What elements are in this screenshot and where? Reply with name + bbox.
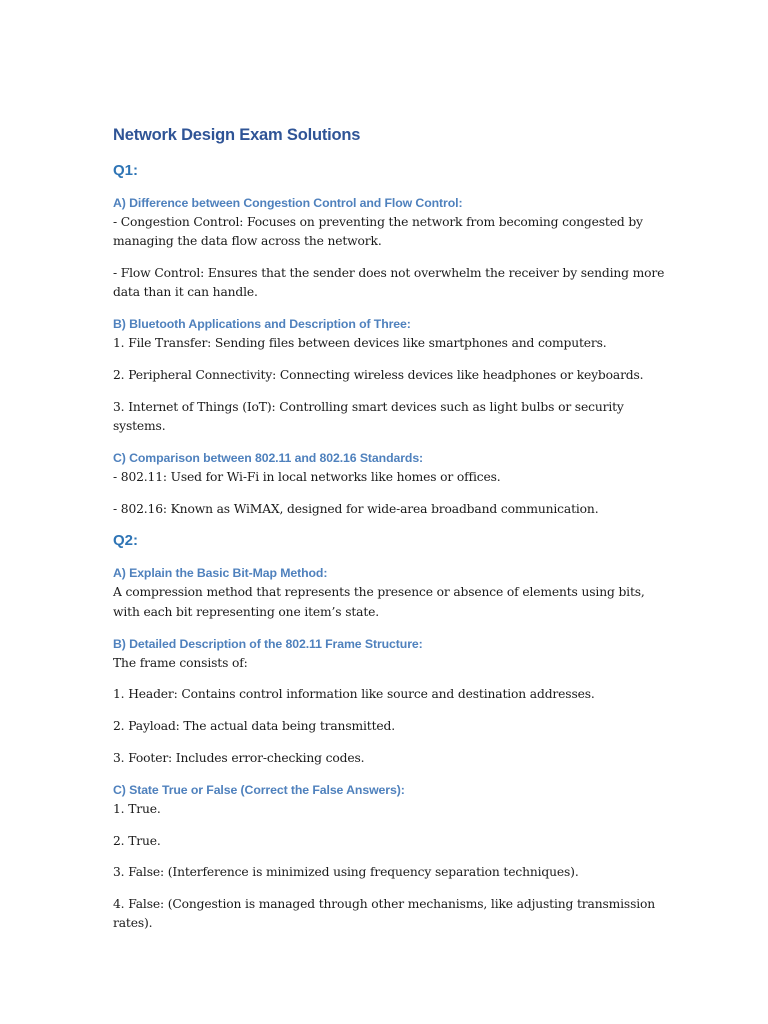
paragraph: - 802.16: Known as WiMAX, designed for wide-area broadband communication.	[113, 501, 599, 516]
subheading-q2-a: A) Explain the Basic Bit-Map Method:	[113, 566, 328, 581]
subheading-q1-b: B) Bluetooth Applications and Description of Three:	[113, 317, 411, 332]
paragraph: - Congestion Control: Focuses on preventing the network from becoming congested by managing the data flow across the network.	[113, 215, 643, 249]
document-page	[113, 124, 673, 946]
paragraph: 3. False: (Interference is minimized using frequency separation techniques).	[113, 865, 579, 880]
paragraph: 3. Footer: Includes error-checking codes.	[113, 750, 365, 765]
section-heading-q1: Q1:	[113, 162, 139, 179]
subheading-q1-a: A) Difference between Congestion Control and Flow Control:	[113, 196, 463, 210]
part-q1-a	[113, 194, 673, 303]
section-q2	[113, 531, 673, 933]
document-title: Network Design Exam Solutions	[113, 126, 361, 144]
paragraph: The frame consists of:	[113, 655, 248, 670]
paragraph: A compression method that represents the presence or absence of elements using bits, with each bit representing one item’s state.	[113, 585, 645, 619]
part-q2-b	[113, 635, 673, 769]
paragraph: 2. Payload: The actual data being transmitted.	[113, 719, 395, 734]
section-q1	[113, 161, 673, 519]
subheading-q2-b: B) Detailed Description of the 802.11 Frame Structure:	[113, 636, 423, 651]
section-heading-q2: Q2:	[113, 532, 139, 550]
paragraph: 1. True.	[113, 801, 161, 816]
part-q2-c	[113, 781, 673, 934]
paragraph: 1. Header: Contains control information like source and destination addresses.	[113, 687, 595, 702]
paragraph: 3. Internet of Things (IoT): Controlling smart devices such as light bulbs or security systems.	[113, 399, 624, 434]
subheading-q2-c: C) State True or False (Correct the False Answers):	[113, 782, 405, 797]
part-q1-b	[113, 315, 673, 436]
part-q1-c	[113, 449, 673, 519]
paragraph: 1. File Transfer: Sending files between devices like smartphones and computers.	[113, 336, 607, 351]
subheading-q1-c: C) Comparison between 802.11 and 802.16 Standards:	[113, 450, 424, 465]
paragraph: - 802.11: Used for Wi-Fi in local networks like homes or offices.	[113, 469, 501, 484]
part-q2-a	[113, 564, 673, 622]
paragraph: 2. True.	[113, 833, 161, 848]
paragraph: 2. Peripheral Connectivity: Connecting wireless devices like headphones or keyboards.	[113, 367, 644, 382]
paragraph: 4. False: (Congestion is managed through other mechanisms, like adjusting transmission rates).	[113, 897, 656, 931]
paragraph: - Flow Control: Ensures that the sender does not overwhelm the receiver by sending more data than it can handle.	[113, 266, 665, 300]
